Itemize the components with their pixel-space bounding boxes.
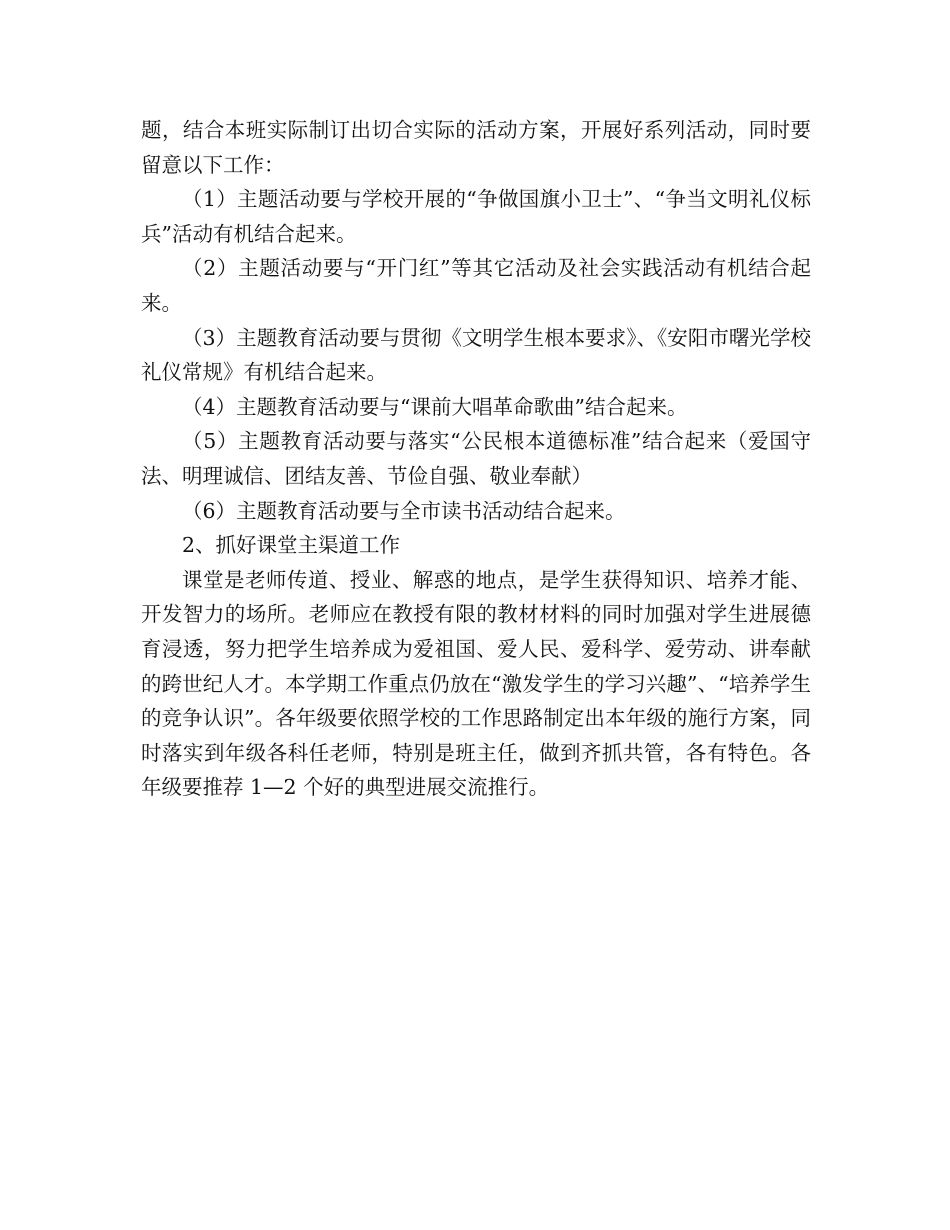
paragraph-item-5: （5）主题教育活动要与落实“公民根本道德标准”结合起来（爱国守法、明理诚信、团结友善、节俭自强、敬业奉献）: [141, 429, 811, 488]
document-body: [141, 113, 811, 805]
paragraph-item-1: （1）主题活动要与学校开展的“争做国旗小卫士”、“争当文明礼仪标兵”活动有机结合起来。: [141, 187, 811, 246]
paragraph-item-2: （2）主题活动要与“开门红”等其它活动及社会实践活动有机结合起来。: [141, 256, 811, 315]
paragraph-item-6: （6）主题教育活动要与全市读书活动结合起来。: [182, 498, 626, 523]
paragraph-item-4: （4）主题教育活动要与“课前大唱革命歌曲”结合起来。: [182, 394, 688, 419]
paragraph-continuation: 题，结合本班实际制订出切合实际的活动方案，开展好系列活动，同时要留意以下工作：: [141, 118, 811, 177]
paragraph-item-3: （3）主题教育活动要与贯彻《文明学生根本要求》、《安阳市曙光学校礼仪常规》有机结合起来。: [141, 325, 811, 385]
paragraph-classroom: 课堂是老师传道、授业、解惑的地点，是学生获得知识、培养才能、开发智力的场所。老师应在教授有限的教材材料的同时加强对学生进展德育浸透，努力把学生培养成为爱祖国、爱人民、爱科学、爱劳动、讲奉献的跨世纪人才。本学期工作重点仍放在“激发学生的学习兴趣”、“培养学生的竞争认识”。各年级要依照学校的工作思路制定出本年级的施行方案，同时落实到年级各科任老师，特别是班主任，做到齐抓共管，各有特色。各年级要推荐 1—2 个好的典型进展交流推行。: [141, 567, 811, 800]
section-heading: 2、抓好课堂主渠道工作: [182, 533, 401, 558]
